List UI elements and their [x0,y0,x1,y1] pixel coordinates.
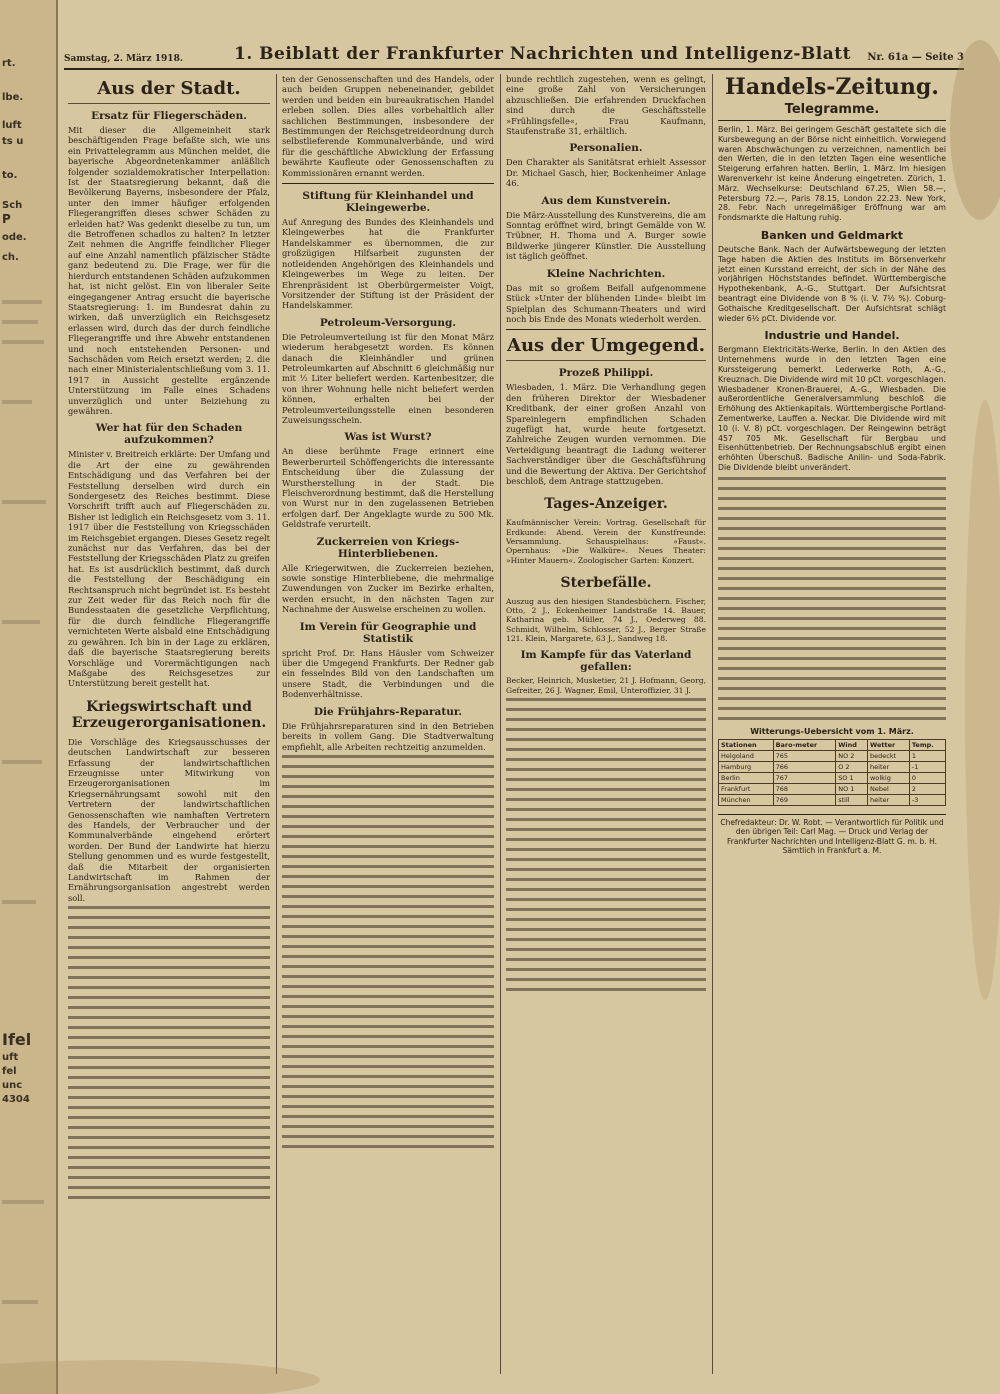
article-body: Die Frühjahrsreparaturen sind in den Betrieben bereits in vollem Gang. Die Stadtverwaltung empfiehlt, alle Arbeiten rechtzeitig anzumelden. [282,720,494,752]
column-2 [278,74,498,1374]
table-cell: 765 [773,750,836,761]
table-cell: Helgoland [719,750,774,761]
column-4-business [714,74,950,1374]
article-title: Aus dem Kunstverein. [541,194,671,207]
weather-header: Baro-meter [773,739,836,750]
table-cell: -3 [909,794,945,805]
strip-fragment: luft [2,120,22,131]
table-cell: -1 [909,761,945,772]
weather-header: Wind [836,739,868,750]
article-title: Zuckerreien von Kriegs-Hinterbliebenen. [316,535,460,560]
article-title: Die Frühjahrs-Reparatur. [313,705,463,718]
table-cell: O 2 [836,761,868,772]
table-cell: 768 [773,783,836,794]
column-rule [500,74,501,1374]
table-cell: 767 [773,772,836,783]
article-title: Kriegswirtschaft und Erzeugerorganisationen. [71,698,267,731]
article-title: Im Verein für Geographie und Statistik [299,620,477,645]
article-title: Im Kampfe für das Vaterland gefallen: [520,649,692,674]
business-section-title: Handels-Zeitung. [725,74,939,100]
table-cell: Hamburg [719,761,774,772]
table-cell: 766 [773,761,836,772]
weather-header: Stationen [719,739,774,750]
article-body: Wiesbaden, 1. März. Die Verhandlung gegen den früheren Direktor der Wiesbadener Kreditbank, der einer großen Anzahl von Spareinlegern empfindlichen Schaden zugefügt hat, wurde heute fortgesetzt. Zahlreiche Zeugen wurden vernommen. Die Verteidigung beantragt die Ladung weiterer Sachverständiger über die Geschäftsführung und die Bewertung der Aktiva. Der Gerichtshof beschloß, dem Antrage stattzugeben. [506,382,706,486]
strip-fragment: unc [2,1080,23,1091]
article-title: Sterbefälle. [560,574,652,591]
article-body: Alle Kriegerwitwen, die Zuckerreien beziehen, sowie sonstige Hinterbliebene, die mehrmalige Zuwendungen von Zucker im Bezirke erhalten, werden ersucht, in den nächsten Tagen zur Nachnahme der Ausweise erscheinen zu wollen. [282,562,494,615]
telegrams-heading: Telegramme. [718,102,946,121]
strip-fragment: P [2,212,11,226]
strip-fragment: ode. [2,232,27,243]
section-heading: Aus der Umgegend. [506,335,706,361]
weather-table-title: Witterungs-Uebersicht vom 1. März. [750,726,914,736]
page-number: Nr. 61a — Seite 3 [867,52,964,63]
article-body: Mit dieser die Allgemeinheit stark beschäftigenden Frage befaßte sich, wie uns ein Privattelegramm aus München meldet, die bayerische Abgeordnetenkammer anläßlich folgender sozialdemokratischer Interpellation: Ist der Staatsregierung bekannt, daß die Bevölkerung Bayerns, insbesondere der Pfalz, unter den immer häufiger erfolgenden Fliegerangriffen dieses schwer Schäden zu erleiden hat? Was gedenkt dieselbe zu tun, um die Betroffenen schadlos zu halten? In letzter Zeit nehmen die Angriffe feindlicher Flieger auf eine Anzahl namentlich pfälzischer Städte ganz bedeutend zu. Die Frage, wer für die hierdurch entstandenen Schäden aufzukommen hat, ist nicht gelöst. Ein von liberaler Seite eingegangener Antrag ersucht die bayerische Staatsregierung: 1. im Bundesrat dahin zu wirken, daß unverzüglich ein Reichsgesetz erlassen wird, durch das der durch feindliche Fliegerangriffe und ihre Abwehr entstandenen und noch entstehenden Personen- und Sachschäden vom Reich ersetzt werden; 2. die nach einer Ministerialentschließung vom 3. 11. 1917 in Aussicht gestellte ergänzende Unterstützung im Falle eines Schadens unverzüglich und unter Beiziehung zu gewähren. [68,125,270,416]
article-body: An diese berühmte Frage erinnert eine Bewerberurteil Schöffengerichts die interessante Entscheidung über die Zulassung der Wurstherstellung in der Stadt. Die Fleischverordnung bestimmt, daß die Herstellung von Wurst nur in den zugelassenen Betrieben erfolgen darf. Der Angeklagte wurde zu 500 Mk. Geldstrafe verurteilt. [282,446,494,530]
strip-fragment: uft [2,1052,19,1063]
text-lines [282,755,494,1148]
table-row [719,761,946,772]
weather-header: Temp. [909,739,945,750]
text-lines [68,906,270,1199]
table-cell: bedeckt [868,750,910,761]
text-lines [506,698,706,991]
article-body: Auf Anregung des Bundes des Kleinhandels und Kleingewerbes hat die Frankfurter Handelskammer es übernommen, die zur großzügigen Hilfsarbeit zugunsten der notleidenden Angehörigen des Kleinhandels und Kleingewerbes im Wege zu leiten. Der Ehrenpräsident ist Oberbürgermeister Voigt, Vorsitzender der Stiftung ist der Präsident der Handelskammer. [282,217,494,311]
article-body: Auszug aus den hiesigen Standesbüchern. Fischer, Otto, 2 J., Eckenheimer Landstraße 14. Bauer, Katharina geb. Müller, 74 J., Oederweg 88. Schmidt, Wilhelm, Schlosser, 52 J., Berger Straße 121. Klein, Margarete, 63 J., Sandweg 18. [506,596,706,644]
table-row [719,794,946,805]
article-title: Wer hat für den Schaden aufzukommen? [95,422,243,447]
text-lines [718,477,946,720]
table-row [719,750,946,761]
section-heading: Aus der Stadt. [68,78,270,104]
article-body: Die März-Ausstellung des Kunstvereins, die am Sonntag eröffnet wird, bringt Gemälde von W. Trübner, H. Thoma und A. Burger sowie Bildwerke jüngerer Künstler. Die Ausstellung ist täglich geöffnet. [506,209,706,262]
strip-fragment: Ifel [2,1030,32,1049]
table-cell: 0 [909,772,945,783]
strip-fragment: rt. [2,58,16,69]
weather-table [718,739,946,806]
article-body: Kaufmännischer Verein: Vortrag. Gesellschaft für Erdkunde: Abend. Verein der Kunstfreunde: Versammlung. Schauspielhaus: »Faust«. Opernhaus: »Die Walküre«. Neues Theater: »Hinter Mauern«. Zoologischer Garten: Konzert. [506,518,706,565]
table-cell: still [836,794,868,805]
industry-heading: Industrie und Handel. [764,329,900,343]
article-body: Minister v. Breitreich erklärte: Der Umfang und die Art der eine zu gewährenden Entschädigung und das Verfahren bei der Feststellung derselben wird durch ein Sondergesetz des Reiches bestimmt. Diese Vorschrift trifft auch auf Fliegerschäden zu. Bisher ist lediglich ein Reichsgesetz vom 3. 11. 1917 über die Feststellung von Kriegsschäden im Reichsgebiet ergangen. Dieses Gesetz regelt zunächst nur das Verfahren, das bei der Feststellung der Kriegsschäden Platz zu greifen hat. Es ist ausdrücklich bestimmt, daß durch die Feststellung der Beschädigung ein Rechtsanspruch nicht begründet ist. Es besteht zur Zeit weder für das Reich noch für die Bundesstaaten die gesetzliche Verpflichtung, für die durch feindliche Fliegerangriffe vernichteten Werte alsbald eine Entschädigung zu gewähren. Ich bin in der Lage zu erklären, daß die bayerische Staatsregierung bereits Vorschläge und Vorermächtigungen nach Maßgabe des Reichsgesetzes zur Unterstützung bereit gestellt hat. [68,449,271,689]
issue-date: Samstag, 2. März 1918. [64,54,183,64]
strip-fragment: ch. [2,252,19,263]
table-row [719,783,946,794]
table-cell: 769 [773,794,836,805]
strip-fragment: 4304 [2,1094,30,1105]
article-title: Kleine Nachrichten. [546,267,666,280]
table-row [719,772,946,783]
strip-fragment: fel [2,1066,17,1077]
table-cell: SO 1 [836,772,868,783]
article-body: Das mit so großem Beifall aufgenommene Stück »Unter der blühenden Linde« bleibt im Spielplan des Schumann-Theaters und wird noch bis Ende des Monats wiederholt werden. [506,282,706,324]
column-rule [276,74,277,1374]
table-cell: Berlin [719,772,774,783]
industry-body: Bergmann Elektricitäts-Werke, Berlin. In den Aktien des Unternehmens wurde in den letzten Tagen eine Kurssteigerung bemerkt. Lederwerke Roth, A.-G., Kreuznach. Die Dividende wird mit 10 pCt. vorgeschlagen. Wiesbadener Kronen-Brauerei, A.-G., Wiesbaden. Die außerordentliche Generalversammlung beschloß die Erhöhung des Aktienkapitals. Württembergische Portland-Zementwerke, Lauffen a. Neckar. Die Dividende wird mit 10 (i. V. 8) pCt. vorgeschlagen. Der Reingewinn beträgt 457 705 Mk. Gesellschaft für Bergbau und Eisenhüttenbetrieb. Der Rechnungsabschluß ergibt einen erhöhten Überschuß. Badische Anilin- und Soda-Fabrik. Die Dividende bleibt unverändert. [718,345,946,472]
article-title: Personalien. [569,142,643,155]
article-body: spricht Prof. Dr. Hans Häusler vom Schweizer über die Umgegend Frankfurts. Der Redner gab ein fesselndes Bild von den Landschaften um unsere Stadt, die Verbindungen und die Bodenverhältnisse. [282,647,494,700]
strip-fragment: lbe. [2,92,24,103]
table-cell: wolkig [868,772,910,783]
article-title: Stiftung für Kleinhandel und Kleingewerbe. [302,190,474,215]
telegrams-body: Berlin, 1. März. Bei geringem Geschäft gestaltete sich die Kursbewegung an der Börse nicht einheitlich. Vorwiegend waren Abschwächungen zu verzeichnen, namentlich bei den Werten, die in den letzten Tagen eine wesentliche Steigerung erfahren hatten. Berlin, 1. März. Im hiesigen Warenverkehr ist keine Änderung eingetreten. Zürich, 1. März. Wechselkurse: Deutschland 67.25, Wien 58.—, Petersburg 72.—, Paris 78.15, London 22.23. New York, 28. Febr. Nach unregelmäßiger Eröffnung war am Fondsmarkte die Haltung ruhig. [718,125,946,223]
column-rule [712,74,713,1374]
table-cell: NO 2 [836,750,868,761]
weather-header: Wetter [868,739,910,750]
banking-heading: Banken und Geldmarkt [760,228,904,242]
table-cell: heiter [868,794,910,805]
article-title: Ersatz für Fliegerschäden. [91,110,247,122]
table-cell: 1 [909,750,945,761]
imprint: Chefredakteur: Dr. W. Robt. — Verantwortlich für Politik und den übrigen Teil: Carl Mag. — Druck und Verlag der Frankfurter Nachrichten und Intelligenz-Blatt G. m. b. H. Sämtlich in Frankfurt a. M. [718,814,946,856]
banking-body: Deutsche Bank. Nach der Aufwärtsbewegung der letzten Tage haben die Aktien des Instituts im Börsenverkehr jetzt einen Kursstand erreicht, der sich in der Nähe des vorjährigen Höchststandes befindet. Württembergische Hypothekenbank, A.-G., Stuttgart. Der Aufsichtsrat beantragt eine Dividende von 8 % (i. V. 7½ %). Coburg-Gothaische Kreditgesellschaft. Der Aufsichtsrat schlägt wieder 6½ pCt. Dividende vor. [718,244,946,323]
table-cell: München [719,794,774,805]
column-3 [502,74,710,1374]
article-title: Prozeß Philippi. [558,367,654,380]
article-title: Tages-Anzeiger. [544,496,668,513]
strip-fragment: to. [2,170,18,181]
masthead-title: 1. Beiblatt der Frankfurter Nachrichten und Intelligenz-Blatt [234,44,851,64]
column-1 [64,74,274,1374]
article-title: Was ist Wurst? [344,431,432,444]
table-cell: 2 [909,783,945,794]
article-body: Den Charakter als Sanitätsrat erhielt Assessor Dr. Michael Gasch, hier, Bockenheimer Anlage 46. [506,157,706,189]
strip-fragment: Sch [2,200,23,211]
article-body: Die Vorschläge des Kriegsausschusses der deutschen Landwirtschaft zur besseren Erfassung der landwirtschaftlichen Erzeugnisse unter Mitwirkung von Erzeugerorganisationen im Kriegsernährungsamt sowohl mit den Vertretern der landwirtschaftlichen Genossenschaften wie namhaften Vertretern des Handels, der Verbraucher und der Kommunalverbände eingehend erörtert worden. Der Bund der Landwirte hat hierzu Stellung genommen und es wurde festgestellt, daß die Mitarbeit der organisierten Landwirtschaft im Rahmen der Ernährungsorganisation angestrebt werden soll. [68,736,270,903]
article-title: Petroleum-Versorgung. [319,316,457,329]
article-body: Becker, Heinrich, Musketier, 21 J. Hofmann, Georg, Gefreiter, 26 J. Wagner, Emil, Unteroffizier, 31 J. [506,676,706,695]
article-body: bunde rechtlich zugestehen, wenn es gelingt, eine große Zahl von Versicherungen abzuschließen. Die erfahrenden Druckfachen sind durch die Geschäftsstelle »Frühlingsfelle«, Frau Kaufmann, Staufenstraße 31, erhältlich. [506,74,706,137]
table-cell: NO 1 [836,783,868,794]
table-cell: heiter [868,761,910,772]
adjacent-page-strip [0,0,58,1394]
table-cell: Nebel [868,783,910,794]
article-body: Die Petroleumverteilung ist für den Monat März wiederum herabgesetzt worden. Es können danach die Kleinhändler und grünen Petroleumkarten auf Abschnitt 6 gleichmäßig nur mit ½ Liter beliefert werden. Kartenbesitzer, die von ihrer Wohnung helle nicht beliefert werden können, erhalten bei der Petroleumverteilungsstelle einen besonderen Zuweisungsschein. [282,331,494,425]
article-body: ten der Genossenschaften und des Handels, oder auch beiden Gruppen nebeneinander, gebildet werden und beiden ein bureaukratischen Handel erleben sollen. Dies alles vorbehaltlich aller sachlichen Bestimmungen, insbesondere der Bestimmungen der Reichsgetreideordnung durch selbstlieferende Kommunalverbände, und wird für die geschäftliche Abwicklung der Erfassung bewährte Kaufleute oder Genossenschaften zu Kommissionären ernannt werden. [282,74,494,178]
strip-fragment: ts u [2,136,24,147]
table-cell: Frankfurt [719,783,774,794]
page-header [64,40,964,70]
